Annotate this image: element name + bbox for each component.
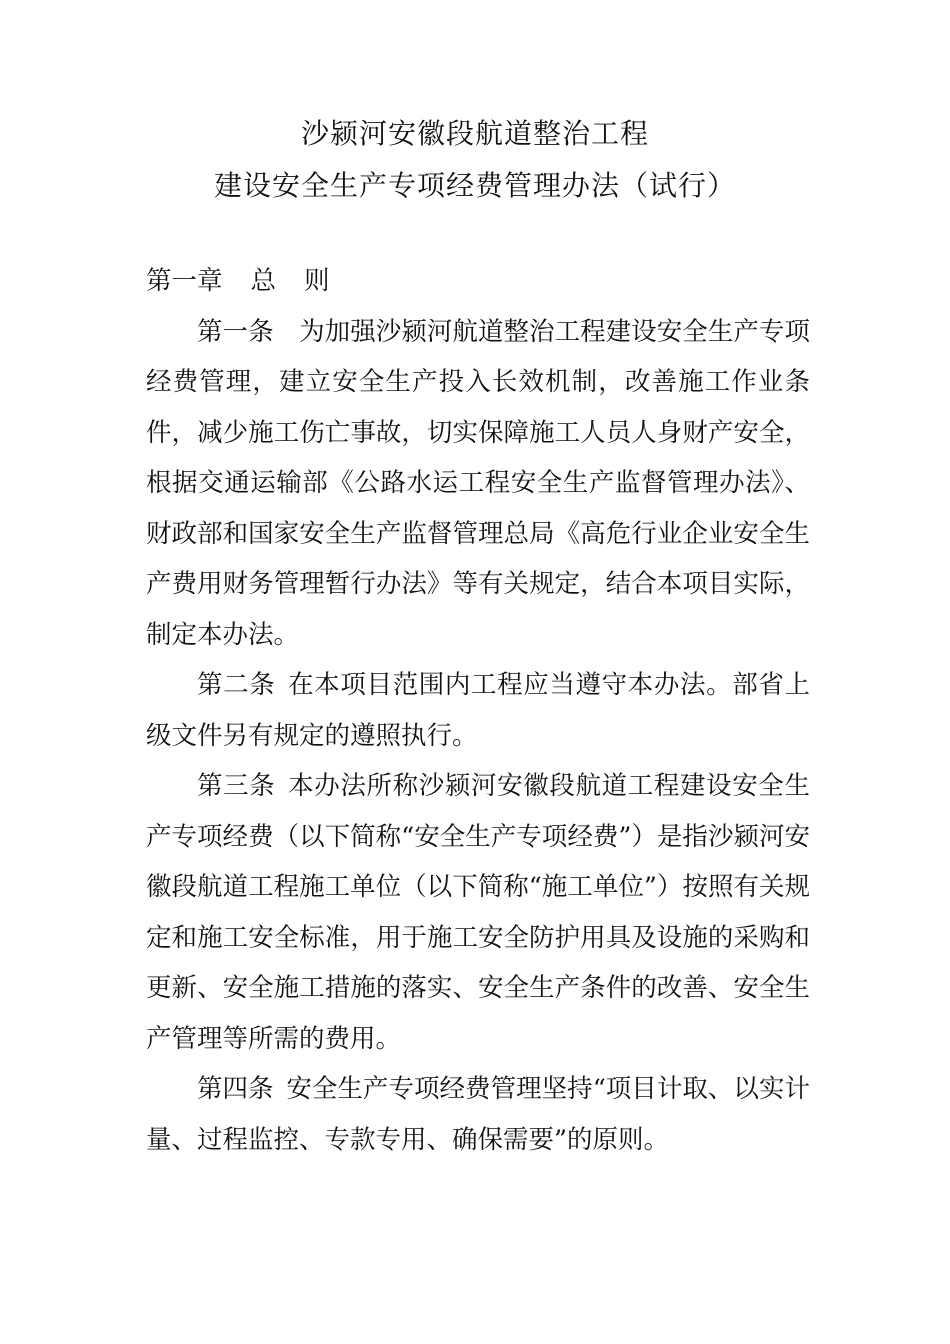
chapter-heading xyxy=(146,256,810,307)
article-label: 第一条 xyxy=(197,316,274,347)
chapter-title-char-2: 则 xyxy=(304,266,330,296)
article-2 xyxy=(146,660,810,761)
article-text: 在本项目范围内工程应当遵守本办法。部省上级文件另有规定的遵照执行。 xyxy=(146,670,810,751)
title-line-2: 建设安全生产专项经费管理办法（试行） xyxy=(213,169,736,202)
article-label: 第三条 xyxy=(197,771,276,801)
article-label: 第二条 xyxy=(197,670,276,700)
article-text: 安全生产专项经费管理坚持“项目计取、以实计量、过程监控、专款专用、确保需要”的原则。 xyxy=(146,1074,810,1155)
article-3 xyxy=(146,761,810,1064)
document-title xyxy=(0,108,950,212)
chapter-number: 第一章 xyxy=(146,266,223,296)
article-1 xyxy=(146,307,810,661)
article-label: 第四条 xyxy=(197,1074,274,1104)
article-4 xyxy=(146,1064,810,1165)
article-text: 本办法所称沙颍河安徽段航道工程建设安全生产专项经费（以下简称“安全生产专项经费”）是指沙颍河安徽段航道工程施工单位（以下简称“施工单位”）按照有关规定和施工安全标准，用于施工安全防护用具及设施的采购和更新、安全施工措施的落实、安全生产条件的改善、安全生产管理等所需的费用。 xyxy=(146,771,810,1054)
title-line-1: 沙颍河安徽段航道整治工程 xyxy=(300,117,649,150)
article-text: 为加强沙颍河航道整治工程建设安全生产专项经费管理，建立安全生产投入长效机制，改善施工作业条件，减少施工伤亡事故，切实保障施工人员人身财产安全，根据交通运输部《公路水运工程安全生产监督管理办法》、财政部和国家安全生产监督管理总局《高危行业企业安全生产费用财务管理暂行办法》等有关规定，结合本项目实际，制定本办法。 xyxy=(146,316,810,650)
chapter-title-char-1: 总 xyxy=(250,266,277,296)
document-body xyxy=(146,256,810,1165)
